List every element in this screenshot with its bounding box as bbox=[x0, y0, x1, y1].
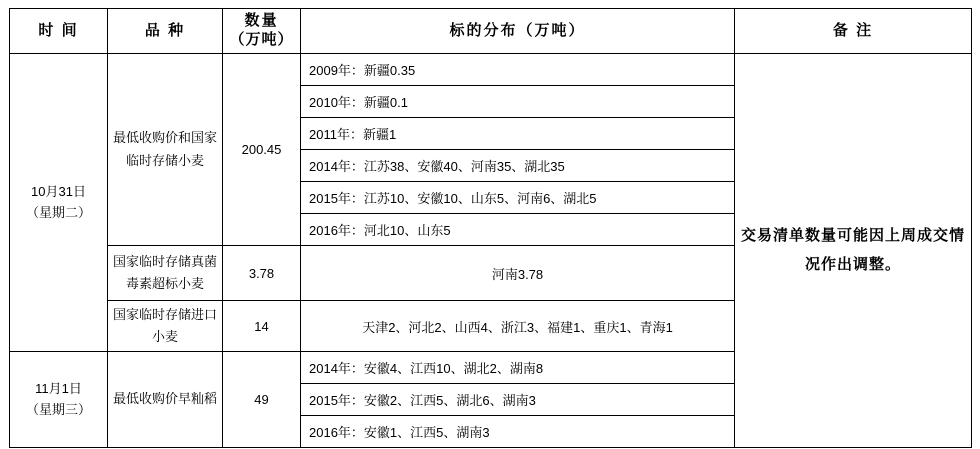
header-quantity-unit: （万吨） bbox=[229, 31, 294, 48]
distribution-cell-wheat-import: 天津2、河北2、山西4、浙江3、福建1、重庆1、青海1 bbox=[301, 301, 735, 352]
distribution-line: 2015年：江苏10、安徽10、山东5、河南6、湖北5 bbox=[301, 182, 734, 214]
variety-cell-wheat-import: 国家临时存储进口小麦 bbox=[108, 301, 223, 352]
document-sheet bbox=[0, 8, 980, 449]
distribution-line: 2016年：安徽1、江西5、湖南3 bbox=[309, 425, 490, 440]
table-row bbox=[10, 54, 972, 246]
distribution-line: 2016年：河北10、山东5 bbox=[309, 223, 451, 238]
date-line2: （星期二） bbox=[25, 204, 91, 220]
distribution-line: 2015年：安徽2、江西5、湖北6、湖南3 bbox=[301, 384, 734, 416]
list-item bbox=[301, 118, 734, 150]
header-quantity bbox=[223, 9, 301, 54]
note-cell: 交易清单数量可能因上周成交情况作出调整。 bbox=[735, 54, 972, 448]
header-variety: 品 种 bbox=[108, 9, 223, 54]
header-note: 备 注 bbox=[735, 9, 972, 54]
table-header-row bbox=[10, 9, 972, 54]
list-item bbox=[301, 86, 734, 118]
distribution-line: 2014年：江苏38、安徽40、河南35、湖北35 bbox=[301, 150, 734, 182]
distribution-list bbox=[301, 352, 734, 447]
variety-cell-wheat-min-price: 最低收购价和国家临时存储小麦 bbox=[108, 54, 223, 246]
distribution-cell-wheat-min-price bbox=[301, 54, 735, 246]
header-quantity-main: 数量 bbox=[244, 12, 279, 30]
list-item bbox=[301, 384, 734, 416]
quantity-cell-wheat-mycotoxin: 3.78 bbox=[223, 246, 301, 301]
date-line1: 11月1日 bbox=[35, 380, 82, 396]
auction-schedule-table bbox=[9, 8, 972, 448]
variety-cell-early-indica-rice: 最低收购价早籼稻 bbox=[108, 352, 223, 448]
distribution-line: 2010年：新疆0.1 bbox=[301, 86, 734, 118]
date-line1: 10月31日 bbox=[31, 183, 86, 199]
distribution-cell-wheat-mycotoxin: 河南3.78 bbox=[301, 246, 735, 301]
distribution-line: 2014年：安徽4、江西10、湖北2、湖南8 bbox=[301, 352, 734, 384]
quantity-cell-early-indica-rice: 49 bbox=[223, 352, 301, 448]
distribution-line: 2011年：新疆1 bbox=[301, 118, 734, 150]
list-item bbox=[301, 416, 734, 448]
quantity-cell-wheat-import: 14 bbox=[223, 301, 301, 352]
list-item bbox=[301, 214, 734, 246]
date-cell-1 bbox=[10, 54, 108, 352]
list-item bbox=[301, 182, 734, 214]
date-cell-2 bbox=[10, 352, 108, 448]
list-item bbox=[301, 54, 734, 86]
header-distribution: 标的分布（万吨） bbox=[301, 9, 735, 54]
distribution-line: 2009年：新疆0.35 bbox=[301, 54, 734, 86]
quantity-cell-wheat-min-price: 200.45 bbox=[223, 54, 301, 246]
distribution-list bbox=[301, 54, 734, 245]
variety-cell-wheat-mycotoxin: 国家临时存储真菌毒素超标小麦 bbox=[108, 246, 223, 301]
distribution-cell-early-indica-rice bbox=[301, 352, 735, 448]
list-item bbox=[301, 150, 734, 182]
header-time: 时 间 bbox=[10, 9, 108, 54]
list-item bbox=[301, 352, 734, 384]
date-line2: （星期三） bbox=[25, 401, 91, 417]
